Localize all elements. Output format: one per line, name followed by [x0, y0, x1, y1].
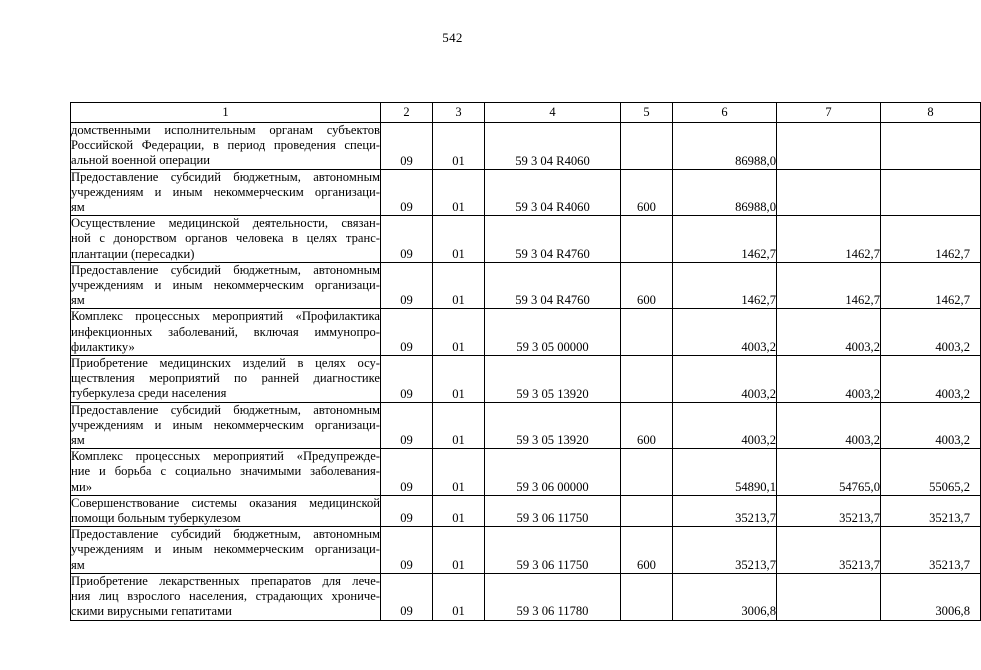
table-row — [71, 169, 981, 216]
row-name-line: Предоставление субсидий бюджетным, автономным — [71, 169, 380, 184]
row-name-line: Совершенствование системы оказания медицинской — [71, 495, 380, 510]
column-number-5: 5 — [621, 103, 673, 123]
row-name-line: ми» — [71, 479, 93, 494]
row-name-line: учреждениям и иным некоммерческим организаци- — [71, 417, 380, 432]
budget-table — [70, 102, 981, 621]
row-amount-year3: 55065,2 — [881, 449, 981, 496]
row-amount-year3: 1462,7 — [881, 216, 981, 263]
row-amount-year2: 1462,7 — [777, 262, 881, 309]
row-name-line: домственными исполнительным органам субъектов — [71, 123, 380, 137]
row-name-cell — [71, 495, 381, 526]
row-amount-year1: 35213,7 — [673, 495, 777, 526]
table-row — [71, 527, 981, 574]
row-section-code: 09 — [381, 449, 433, 496]
row-name-cell — [71, 449, 381, 496]
row-name-line: помощи больным туберкулезом — [71, 511, 241, 526]
row-amount-year3: 4003,2 — [881, 356, 981, 403]
table-row — [71, 262, 981, 309]
row-amount-year2 — [777, 573, 881, 620]
row-section-code: 09 — [381, 169, 433, 216]
table-row — [71, 495, 981, 526]
row-amount-year1: 86988,0 — [673, 123, 777, 170]
row-section-code: 09 — [381, 309, 433, 356]
table-header — [71, 103, 981, 123]
row-name-line: ние и борьба с социально значимыми заболевания- — [71, 464, 380, 479]
row-name-line: альной военной операции — [71, 153, 210, 168]
table-row — [71, 573, 981, 620]
row-name-line: учреждениям и иным некоммерческим организаци- — [71, 542, 380, 557]
row-amount-year2: 4003,2 — [777, 309, 881, 356]
row-name-cell — [71, 169, 381, 216]
row-name-line: Комплекс процессных мероприятий «Предупрежде- — [71, 449, 380, 464]
row-target-code: 59 3 06 11750 — [485, 495, 621, 526]
row-expense-type-code — [621, 449, 673, 496]
row-target-code: 59 3 06 11750 — [485, 527, 621, 574]
row-name-cell — [71, 262, 381, 309]
column-number-2: 2 — [381, 103, 433, 123]
table-row — [71, 356, 981, 403]
column-number-7: 7 — [777, 103, 881, 123]
row-subsection-code: 01 — [433, 495, 485, 526]
row-section-code: 09 — [381, 356, 433, 403]
row-target-code: 59 3 05 13920 — [485, 356, 621, 403]
row-name-line: ния лиц взрослого населения, страдающих хрониче- — [71, 589, 380, 604]
row-name-line: плантации (пересадки) — [71, 246, 195, 261]
table-row — [71, 216, 981, 263]
page-number: 542 — [442, 30, 463, 45]
budget-table-container — [70, 102, 970, 621]
row-name-line: ям — [71, 293, 85, 308]
row-subsection-code: 01 — [433, 169, 485, 216]
row-name-cell — [71, 573, 381, 620]
row-name-line: Предоставление субсидий бюджетным, автономным — [71, 262, 380, 277]
row-amount-year2: 4003,2 — [777, 356, 881, 403]
row-section-code: 09 — [381, 402, 433, 449]
row-target-code: 59 3 04 R4060 — [485, 169, 621, 216]
row-section-code: 09 — [381, 527, 433, 574]
row-amount-year2: 35213,7 — [777, 495, 881, 526]
row-subsection-code: 01 — [433, 216, 485, 263]
row-amount-year2: 4003,2 — [777, 402, 881, 449]
row-amount-year3: 3006,8 — [881, 573, 981, 620]
row-target-code: 59 3 06 11780 — [485, 573, 621, 620]
row-subsection-code: 01 — [433, 356, 485, 403]
row-target-code: 59 3 06 00000 — [485, 449, 621, 496]
row-amount-year3: 4003,2 — [881, 309, 981, 356]
row-amount-year2: 35213,7 — [777, 527, 881, 574]
row-name-line: Предоставление субсидий бюджетным, автономным — [71, 402, 380, 417]
row-amount-year1: 35213,7 — [673, 527, 777, 574]
row-subsection-code: 01 — [433, 402, 485, 449]
row-subsection-code: 01 — [433, 449, 485, 496]
column-number-4: 4 — [485, 103, 621, 123]
row-target-code: 59 3 04 R4760 — [485, 262, 621, 309]
row-amount-year2: 1462,7 — [777, 216, 881, 263]
column-number-row — [71, 103, 981, 123]
row-section-code: 09 — [381, 216, 433, 263]
row-name-line: скими вирусными гепатитами — [71, 604, 232, 619]
row-name-line: Предоставление субсидий бюджетным, автономным — [71, 527, 380, 542]
row-expense-type-code — [621, 356, 673, 403]
row-name-line: туберкулеза среди населения — [71, 386, 227, 401]
row-amount-year3: 35213,7 — [881, 527, 981, 574]
row-name-cell — [71, 309, 381, 356]
table-body — [71, 123, 981, 621]
row-expense-type-code: 600 — [621, 527, 673, 574]
row-amount-year3: 4003,2 — [881, 402, 981, 449]
column-number-6: 6 — [673, 103, 777, 123]
row-amount-year2 — [777, 123, 881, 170]
row-name-line: ям — [71, 433, 85, 448]
row-section-code: 09 — [381, 573, 433, 620]
row-amount-year1: 4003,2 — [673, 402, 777, 449]
row-expense-type-code — [621, 495, 673, 526]
row-name-line: ществления мероприятий по ранней диагностике — [71, 371, 380, 386]
row-target-code: 59 3 04 R4060 — [485, 123, 621, 170]
row-section-code: 09 — [381, 495, 433, 526]
row-target-code: 59 3 05 00000 — [485, 309, 621, 356]
row-name-line: инфекционных заболеваний, включая иммунопро- — [71, 324, 380, 339]
row-name-line: Осуществление медицинской деятельности, связан- — [71, 216, 380, 231]
row-amount-year3 — [881, 169, 981, 216]
row-expense-type-code: 600 — [621, 169, 673, 216]
row-subsection-code: 01 — [433, 123, 485, 170]
row-amount-year1: 1462,7 — [673, 216, 777, 263]
row-amount-year1: 1462,7 — [673, 262, 777, 309]
row-name-cell — [71, 402, 381, 449]
row-name-line: ям — [71, 557, 85, 572]
column-number-8: 8 — [881, 103, 981, 123]
row-expense-type-code — [621, 123, 673, 170]
column-number-3: 3 — [433, 103, 485, 123]
document-page — [0, 30, 970, 670]
row-amount-year1: 54890,1 — [673, 449, 777, 496]
row-target-code: 59 3 05 13920 — [485, 402, 621, 449]
table-row — [71, 123, 981, 170]
row-amount-year1: 86988,0 — [673, 169, 777, 216]
row-name-cell — [71, 527, 381, 574]
row-amount-year2: 54765,0 — [777, 449, 881, 496]
row-section-code: 09 — [381, 123, 433, 170]
row-amount-year2 — [777, 169, 881, 216]
row-subsection-code: 01 — [433, 262, 485, 309]
row-expense-type-code: 600 — [621, 262, 673, 309]
row-name-line: Комплекс процессных мероприятий «Профилактика — [71, 309, 380, 324]
row-name-cell — [71, 216, 381, 263]
row-name-line: Приобретение лекарственных препаратов для лече- — [71, 573, 380, 588]
table-row — [71, 449, 981, 496]
row-amount-year1: 4003,2 — [673, 356, 777, 403]
row-amount-year3: 1462,7 — [881, 262, 981, 309]
row-amount-year3: 35213,7 — [881, 495, 981, 526]
row-subsection-code: 01 — [433, 573, 485, 620]
row-name-line: Российской Федерации, в период проведения специ- — [71, 138, 380, 153]
row-expense-type-code — [621, 216, 673, 263]
table-row — [71, 309, 981, 356]
row-name-cell — [71, 123, 381, 170]
row-amount-year3 — [881, 123, 981, 170]
row-section-code: 09 — [381, 262, 433, 309]
row-name-line: ям — [71, 200, 85, 215]
row-subsection-code: 01 — [433, 527, 485, 574]
row-name-line: ной с донорством органов человека в целях транс- — [71, 231, 380, 246]
row-expense-type-code — [621, 573, 673, 620]
row-name-line: филактику» — [71, 339, 135, 354]
row-amount-year1: 3006,8 — [673, 573, 777, 620]
row-name-line: учреждениям и иным некоммерческим организаци- — [71, 278, 380, 293]
row-name-cell — [71, 356, 381, 403]
row-expense-type-code: 600 — [621, 402, 673, 449]
table-row — [71, 402, 981, 449]
row-name-line: Приобретение медицинских изделий в целях осу- — [71, 356, 380, 371]
row-target-code: 59 3 04 R4760 — [485, 216, 621, 263]
column-number-1: 1 — [71, 103, 381, 123]
row-name-line: учреждениям и иным некоммерческим организаци- — [71, 184, 380, 199]
row-amount-year1: 4003,2 — [673, 309, 777, 356]
row-expense-type-code — [621, 309, 673, 356]
row-subsection-code: 01 — [433, 309, 485, 356]
